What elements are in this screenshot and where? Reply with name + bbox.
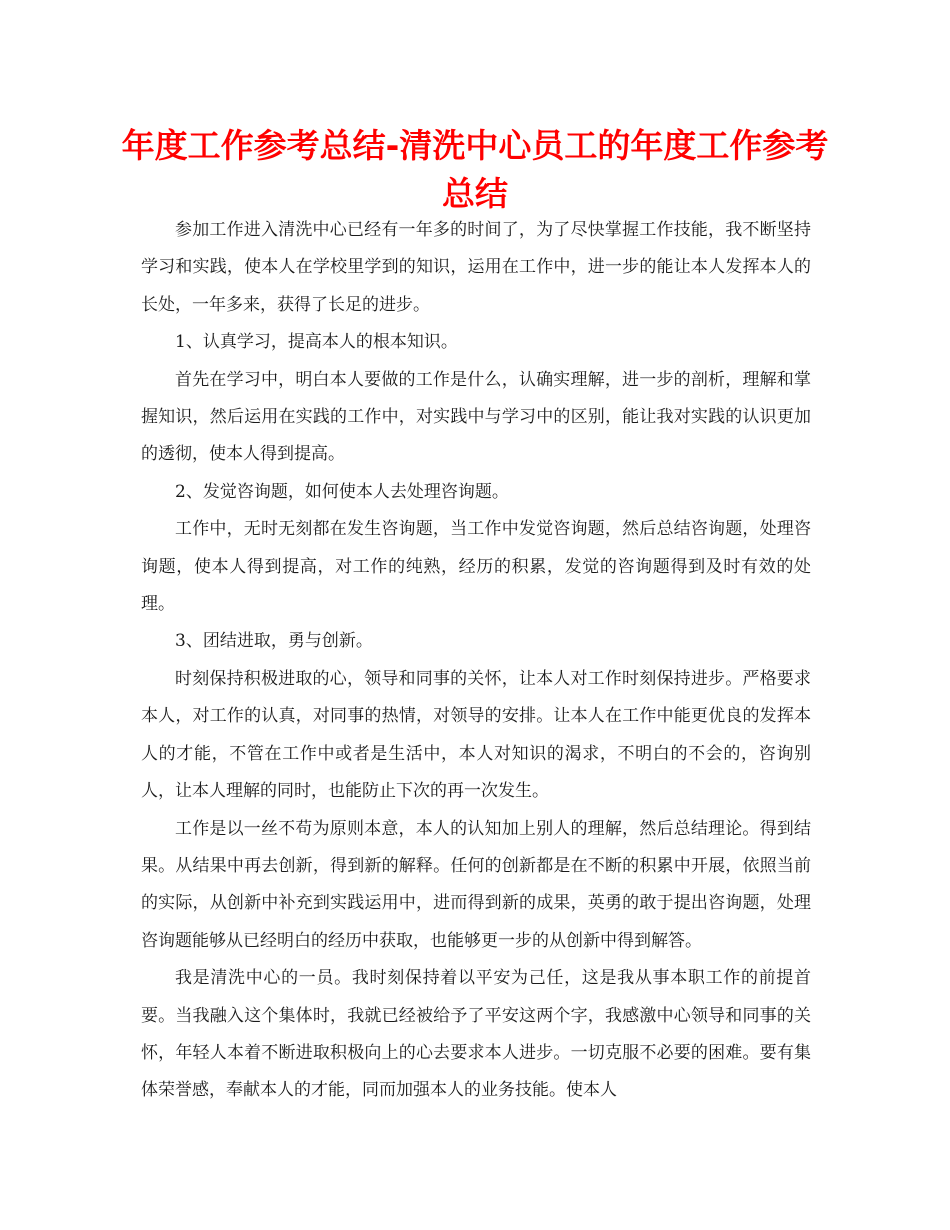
document-body	[141, 212, 811, 1110]
paragraph: 1、认真学习，提高本人的根本知识。	[175, 332, 458, 353]
paragraph: 工作中，无时无刻都在发生咨询题，当工作中发觉咨询题，然后总结咨询题，处理咨询题，使本人得到提高，对工作的纯熟，经历的积累，发觉的咨询题得到及时有效的处理。	[141, 519, 811, 615]
paragraph: 我是清洗中心的一员。我时刻保持着以平安为己任，这是我从事本职工作的前提首要。当我融入这个集体时，我就已经被给予了平安这两个字，我感激中心领导和同事的关怀，年轻人本着不断进取积极向上的心去要求本人进步。一切克服不必要的困难。要有集体荣誉感，奉献本人的才能，同而加强本人的业务技能。使本人	[141, 968, 811, 1101]
document-title: 年度工作参考总结-清洗中心员工的年度工作参考总结	[121, 126, 829, 213]
paragraph: 3、团结进取，勇与创新。	[175, 631, 373, 652]
paragraph: 参加工作进入清洗中心已经有一年多的时间了，为了尽快掌握工作技能，我不断坚持学习和实践，使本人在学校里学到的知识，运用在工作中，进一步的能让本人发挥本人的长处，一年多来，获得了长足的进步。	[141, 220, 811, 315]
paragraph: 时刻保持积极进取的心，领导和同事的关怀，让本人对工作时刻保持进步。严格要求本人，对工作的认真，对同事的热情，对领导的安排。让本人在工作中能更优良的发挥本人的才能，不管在工作中或者是生活中，本人对知识的渴求，不明白的不会的，咨询别人，让本人理解的同时，也能防止下次的再一次发生。	[141, 668, 811, 802]
paragraph: 工作是以一丝不苟为原则本意，本人的认知加上别人的理解，然后总结理论。得到结果。从结果中再去创新，得到新的解释。任何的创新都是在不断的积累中开展，依照当前的实际，从创新中补充到实践运用中，进而得到新的成果，英勇的敢于提出咨询题，处理咨询题能够从已经明白的经历中获取，也能够更一步的从创新中得到解答。	[141, 818, 811, 951]
paragraph: 2、发觉咨询题，如何使本人去处理咨询题。	[175, 481, 509, 502]
paragraph: 首先在学习中，明白本人要做的工作是什么，认确实理解，进一步的剖析，理解和掌握知识，然后运用在实践的工作中，对实践中与学习中的区别，能让我对实践的认识更加的透彻，使本人得到提高。	[141, 369, 811, 465]
